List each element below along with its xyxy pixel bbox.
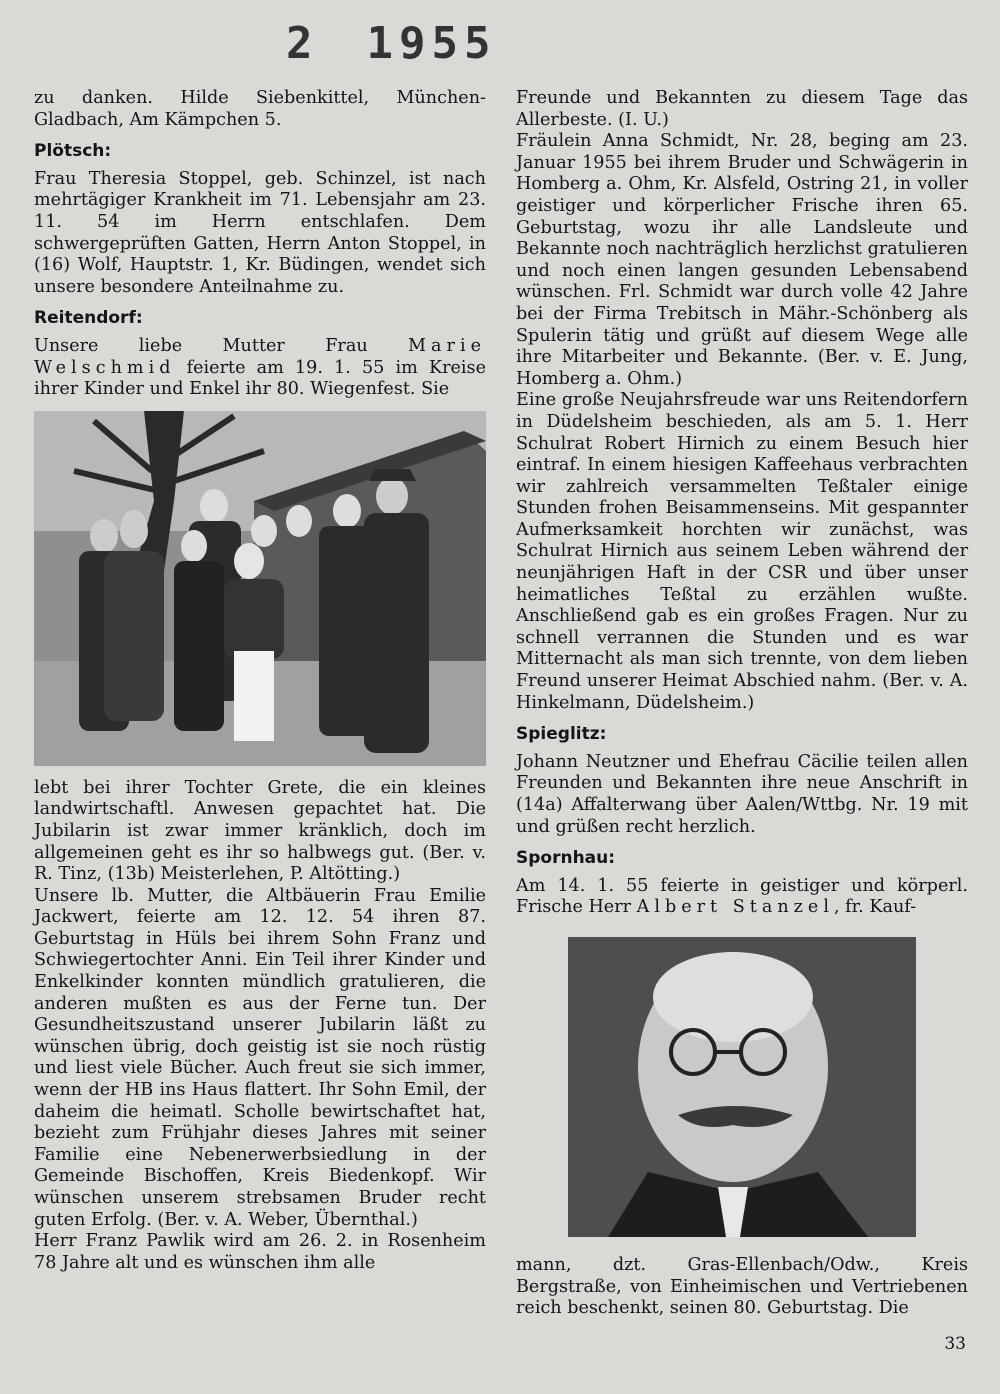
family-group-photo — [34, 411, 486, 766]
portrait-photo — [568, 937, 916, 1237]
intro-paragraph: zu danken. Hilde Siebenkittel, München-Gladbach, Am Kämpchen 5. — [34, 88, 486, 130]
spornhau-paragraph-1: Am 14. 1. 55 feierte in geistiger und körperl. Frische Herr Albert Stanzel, fr. Kauf- — [516, 875, 968, 918]
section-heading-reitendorf: Reitendorf: — [34, 308, 143, 329]
right-paragraph-2: Fräulein Anna Schmidt, Nr. 28, beging am 23. Januar 1955 bei ihrem Bruder und Schwägerin in Homberg a. Ohm, Kr. Alsfeld, Ostring 21, in voller geistiger und körperlicher Frische ihren 65. Geburtstag, wozu ihr alle Landsleute und Bekannte noch nachträglich herzlichst gratulieren und noch einen langen gesunden Lebensabend wünschen. Frl. Schmidt war durch volle 42 Jahre bei der Firma Trebitsch in Mähr.-Schönberg als Spulerin tätig und grüßt auf diesem Wege alle ihre Mitarbeiter und Bekannte. (Ber. v. E. Jung, Homberg a. Ohm.) — [516, 131, 968, 389]
spaced-name: Marie Welschmid — [34, 335, 486, 378]
section-heading-ploetsch: Plötsch: — [34, 141, 112, 162]
stamp-number: 2 — [286, 18, 319, 69]
spaced-name: Albert Stanzel — [636, 897, 834, 918]
right-column — [516, 88, 968, 1320]
right-paragraph-1: Freunde und Bekannten zu diesem Tage das Allerbeste. (I. U.) — [516, 88, 968, 130]
stamp-year: 1955 — [366, 18, 497, 69]
section-heading-spieglitz: Spieglitz: — [516, 724, 607, 745]
reitendorf-paragraph-4: Herr Franz Pawlik wird am 26. 2. in Rosenheim 78 Jahre alt und es wünschen ihm alle — [34, 1231, 486, 1273]
ploetsch-paragraph: Frau Theresia Stoppel, geb. Schinzel, ist nach mehrtägiger Krankheit im 71. Lebensjahr am 23. 11. 54 im Herrn entschlafen. Dem schwergeprüften Gatten, Herrn Anton Stoppel, in (16) Wolf, Hauptstr. 1, Kr. Büdingen, wendet sich unsere besondere Anteilnahme zu. — [34, 168, 486, 297]
left-column — [34, 88, 486, 1274]
page-number: 33 — [944, 1334, 966, 1354]
section-heading-spornhau: Spornhau: — [516, 848, 616, 869]
spieglitz-paragraph: Johann Neutzner und Ehefrau Cäcilie teilen allen Freunden und Bekannten ihre neue Anschrift in (14a) Affalterwang über Aalen/Wttbg. Nr. 19 mit und grüßen recht herzlich. — [516, 751, 968, 837]
reitendorf-paragraph-1: Unsere liebe Mutter Frau Marie Welschmid feierte am 19. 1. 55 im Kreise ihrer Kinder und Enkel ihr 80. Wiegenfest. Sie — [34, 335, 486, 400]
reitendorf-paragraph-2: lebt bei ihrer Tochter Grete, die ein kleines landwirtschaftl. Anwesen gepachtet hat. Die Jubilarin ist zwar immer kränklich, doch im allgemeinen geht es ihr so halbwegs gut. (Ber. v. R. Tinz, (13b) Meisterlehen, P. Altötting.) — [34, 777, 486, 885]
right-paragraph-3: Eine große Neujahrsfreude war uns Reitendorfern in Düdelsheim beschieden, als am 5. 1. Herr Schulrat Robert Hirnich zu einem Besuch hier eintraf. In einem hiesigen Kaffeehaus verbrachten wir zahlreich versammelten Teßtaler einige Stunden frohen Beisammenseins. Mit gespannter Aufmerksamkeit horchten wir zunächst, was Schulrat Hirnich aus seinem Leben während der neunjährigen Haft in der CSR und über unser heimatliches Teßtal zu erzählen wußte. Anschließend gab es ein großes Fragen. Nur zu schnell verrannen die Stunden und es war Mitternacht als man sich trennte, von dem lieben Freund unserer Heimat Abschied nahm. (Ber. v. A. Hinkelmann, Düdelsheim.) — [516, 390, 968, 713]
archive-stamp — [286, 18, 496, 69]
reitendorf-paragraph-3: Unsere lb. Mutter, die Altbäuerin Frau Emilie Jackwert, feierte am 12. 12. 54 ihren 87. Geburtstag in Hüls bei ihrem Sohn Franz und Schwiegertochter Anni. Ein Teil ihrer Kinder und Enkelkinder konnten mündlich gratulieren, die anderen mußten es aus der Ferne tun. Der Gesundheitszustand unserer Jubilarin läßt zu wünschen übrig, doch geistig ist sie noch rüstig und liest viele Bücher. Auch freut sie sich immer, wenn der HB ins Haus flattert. Ihr Sohn Emil, der daheim die heimatl. Scholle bewirtschaftet hat, bezieht zum Frühjahr dieses Jahres mit seiner Familie eine Nebenerwerbsiedlung in der Gemeinde Bischoffen, Kreis Biedenkopf. Wir wünschen unserem strebsamen Bruder recht guten Erfolg. (Ber. v. A. Weber, Übernthal.) — [34, 885, 486, 1230]
spornhau-paragraph-2: mann, dzt. Gras-Ellenbach/Odw., Kreis Bergstraße, von Einheimischen und Vertriebenen reich beschenkt, seinen 80. Geburtstag. Die — [516, 1254, 968, 1319]
